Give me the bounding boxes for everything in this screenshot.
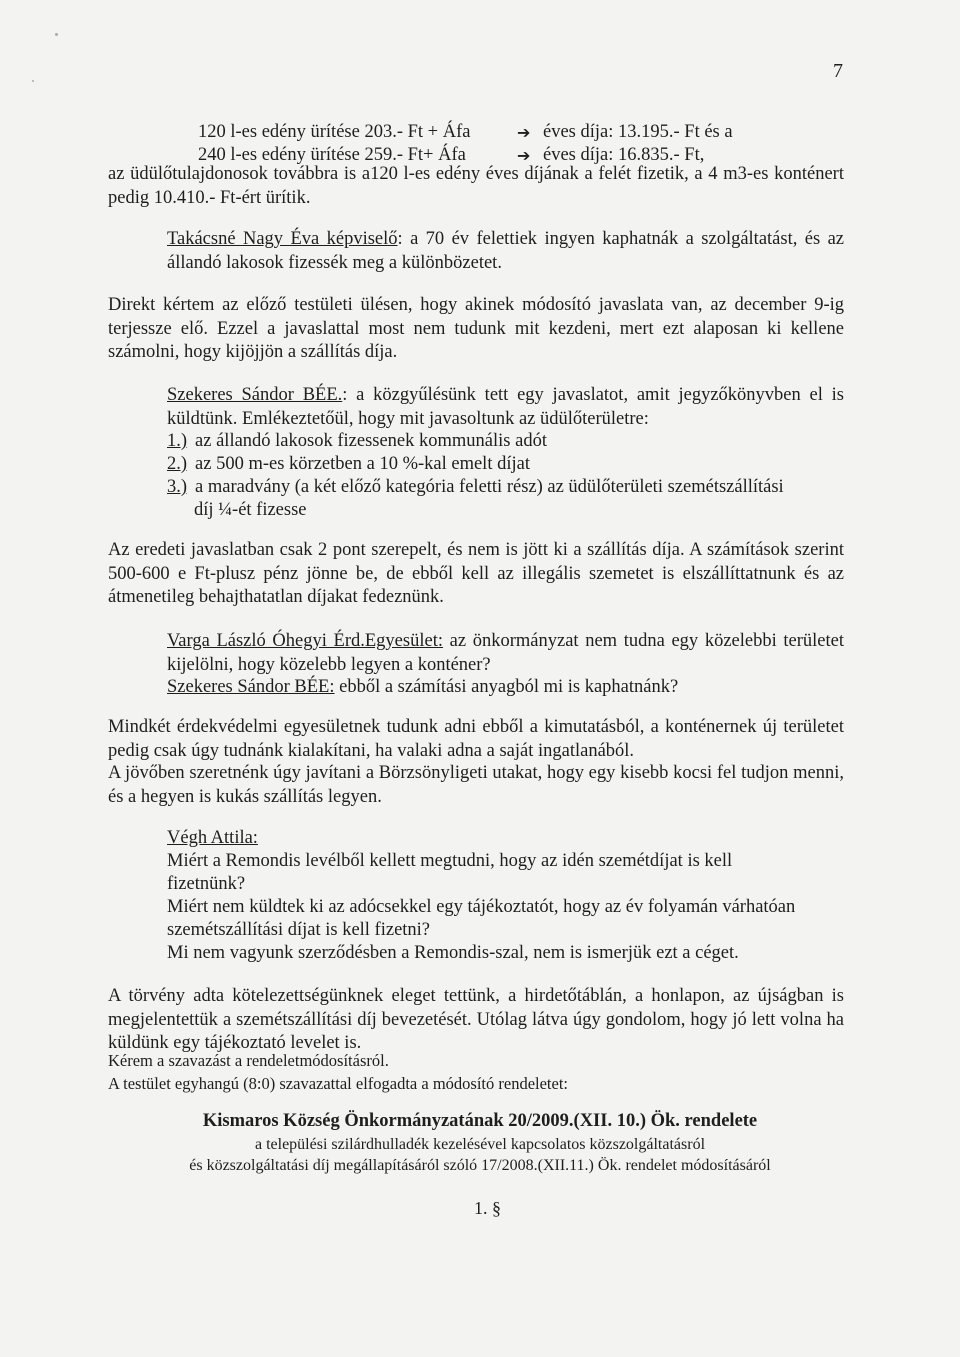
rendelet-subtitle-1: a települési szilárdhulladék kezelésével kapcsolatos közszolgáltatásról bbox=[254, 1136, 706, 1153]
arrow-right-icon: ➔ bbox=[517, 146, 531, 165]
paragraph-text: ebből a számítási anyagból mi is kaphatnánk? bbox=[339, 677, 679, 697]
page-number: 7 bbox=[833, 60, 843, 82]
list-text: az 500 m-es körzetben a 10 %-kal emelt díjat bbox=[195, 454, 530, 474]
fee-row-1-left: 120 l-es edény ürítése 203.- Ft + Áfa bbox=[198, 122, 471, 142]
fees-paragraph: az üdülőtulajdonosok továbbra is a120 l-es edény éves díjának a felét fizetik, a 4 m3-es konténert pedig 10.410.- Ft-ért ürítik. bbox=[108, 164, 844, 208]
testulet-line: A testület egyhangú (8:0) szavazattal elfogadta a módosító rendeletet: bbox=[108, 1074, 569, 1093]
scan-speck bbox=[55, 33, 58, 36]
speaker-name: Szekeres Sándor BÉE: bbox=[167, 677, 335, 697]
list-item bbox=[167, 430, 547, 453]
list-item bbox=[167, 476, 784, 499]
speaker-name: Végh Attila: bbox=[167, 828, 258, 848]
section-heading: 1. § bbox=[474, 1198, 501, 1218]
speaker-name: Varga László Óhegyi Érd.Egyesület: bbox=[167, 631, 443, 651]
takacsne-paragraph bbox=[167, 228, 844, 275]
rendelet-subtitle-2: és közszolgáltatási díj megállapításáról szóló 17/2008.(XII.11.) Ök. rendelet módosításáról bbox=[189, 1157, 771, 1174]
vegh-question-2: Miért nem küldtek ki az adócsekkel egy tájékoztatót, hogy az év folyamán várhatóan szemétszállítási díjat is kell fizetni? bbox=[167, 897, 796, 940]
arrow-right-icon: ➔ bbox=[517, 123, 531, 142]
paragraph-text: : a 70 év felettiek ingyen kaphatnák a szolgáltatást, és az állandó lakosok fizessék meg a különbözetet. bbox=[167, 229, 844, 273]
list-number: 3.) bbox=[167, 477, 188, 497]
paragraph-text: : a közgyűlésünk tett egy javaslatot, amit jegyzőkönyvben el is küldtünk. Emlékeztetőül, hogy mit javasoltunk az üdülőterületre: bbox=[167, 385, 844, 429]
fee-row-1-right: éves díja: 13.195.- Ft és a bbox=[543, 122, 733, 142]
list-text: a maradvány (a két előző kategória feletti rész) az üdülőterületi szemétszállítási bbox=[195, 477, 784, 497]
list-text: az állandó lakosok fizessenek kommunális adót bbox=[195, 431, 547, 451]
szekeres-paragraph bbox=[167, 384, 844, 431]
mindket-paragraph: Mindkét érdekvédelmi egyesületnek tudunk adni ebből a kimutatásból, a konténernek új területet pedig csak úgy tudnánk kialakítani, ha valaki adna a saját ingatlanából. bbox=[108, 717, 844, 761]
fee-row-2-right: éves díja: 16.835.- Ft, bbox=[543, 145, 705, 165]
list-item bbox=[167, 453, 530, 476]
fee-row-2-left: 240 l-es edény ürítése 259.- Ft+ Áfa bbox=[198, 145, 466, 165]
scan-speck bbox=[32, 80, 34, 82]
list-item-continuation: díj ¼-ét fizesse bbox=[194, 500, 307, 520]
torveny-paragraph: A törvény adta kötelezettségünknek eleget tettünk, a hirdetőtáblán, a honlapon, az újságban is megjelentettük a szemétszállítási díj bevezetését. Utólag látva úgy gondolom, hogy jó lett volna ha küldünk egy tájékoztató levelet is. bbox=[108, 986, 844, 1053]
list-number: 2.) bbox=[167, 454, 188, 474]
paragraph-text: az önkormányzat nem tudna egy közelebbi területet kijelölni, hogy közelebb legyen a konténer? bbox=[167, 631, 844, 675]
eredeti-paragraph: Az eredeti javaslatban csak 2 pont szerepelt, és nem is jött ki a szállítás díja. A számítások szerint 500-600 e Ft-plusz pénz jönne be, de ebből kell az illegális szemetet is elszállíttatnunk és az átmenetileg behajthatatlan díjakat fedeznünk. bbox=[108, 540, 844, 607]
varga-paragraph bbox=[167, 630, 844, 677]
speaker-name: Szekeres Sándor BÉE. bbox=[167, 385, 343, 405]
vegh-question-3: Mi nem vagyunk szerződésben a Remondis-szal, nem is ismerjük ezt a céget. bbox=[167, 943, 739, 963]
kerem-line: Kérem a szavazást a rendeletmódosításról. bbox=[108, 1051, 389, 1070]
rendelet-title: Kismaros Község Önkormányzatának 20/2009.(XII. 10.) Ök. rendelete bbox=[202, 1111, 758, 1131]
jovoben-paragraph: A jövőben szeretnénk úgy javítani a Börzsönyligeti utakat, hogy egy kisebb kocsi fel tudjon menni, és a hegyen is kukás szállítás legyen. bbox=[108, 763, 844, 807]
speaker-name: Takácsné Nagy Éva képviselő bbox=[167, 229, 398, 249]
szekeres-question bbox=[167, 676, 678, 699]
list-number: 1.) bbox=[167, 431, 188, 451]
direkt-paragraph: Direkt kértem az előző testületi ülésen, hogy akinek módosító javaslata van, az december 9-ig terjessze elő. Ezzel a javaslattal most nem tudunk mit kezdeni, mert ezt alaposan ki kellene számolni, hogy kijöjjön a szállítás díja. bbox=[108, 295, 844, 362]
vegh-question-1: Miért a Remondis levélből kellett megtudni, hogy az idén szemétdíjat is kell fizetnünk? bbox=[167, 851, 733, 894]
